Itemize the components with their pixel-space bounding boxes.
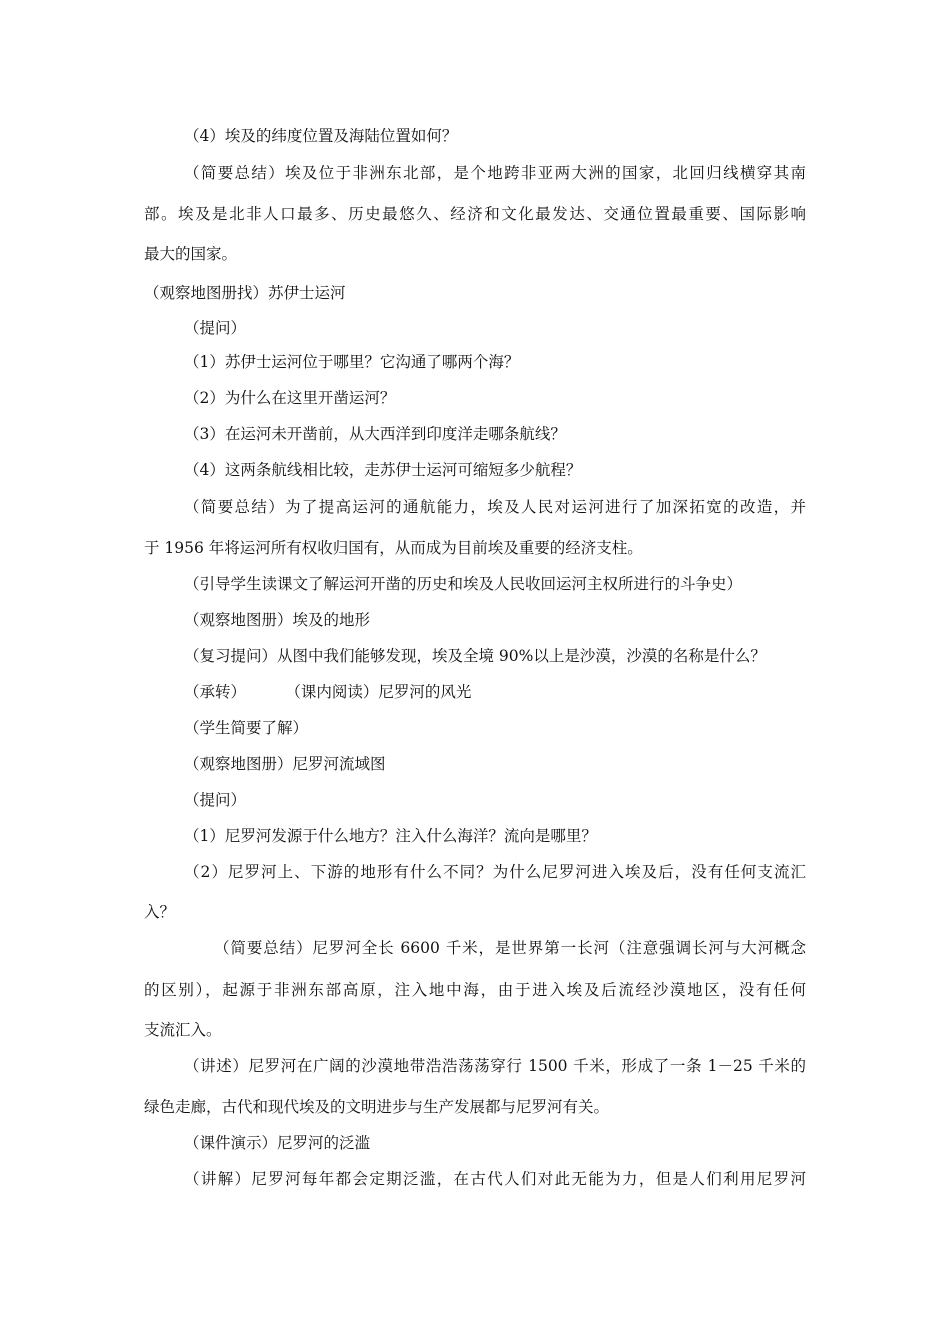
text-line: （4）埃及的纬度位置及海陆位置如何？ [184, 127, 458, 145]
text-line: （2）为什么在这里开凿运河？ [184, 389, 396, 407]
text-line: 支流汇入。 [144, 1021, 222, 1039]
text-line: 于 1956 年将运河所有权收归国有，从而成为目前埃及重要的经济支柱。 [144, 539, 643, 557]
text-line: （4）这两条航线相比较，走苏伊士运河可缩短多少航程？ [184, 461, 582, 479]
text-line: （引导学生读课文了解运河开凿的历史和埃及人民收回运河主权所进行的斗争史） [184, 575, 743, 593]
text-line: 入？ [144, 903, 176, 921]
text-line: （简要总结）埃及位于非洲东北部，是个地跨非亚两大洲的国家，北回归线横穿其南 [184, 164, 806, 182]
text-line: （讲述）尼罗河在广阔的沙漠地带浩浩荡荡穿行 1500 千米，形成了一条 1－25 千米的 [184, 1057, 806, 1075]
text-line: 最大的国家。 [144, 245, 238, 263]
text-line: （3）在运河未开凿前，从大西洋到印度洋走哪条航线？ [184, 425, 566, 443]
text-line: （观察地图册）尼罗河流域图 [184, 755, 386, 773]
text-line: （提问） [184, 791, 247, 809]
text-line: 的区别），起源于非洲东部高原，注入地中海，由于进入埃及后流经沙漠地区，没有任何 [144, 981, 806, 999]
text-line: （课件演示）尼罗河的泛滥 [184, 1134, 371, 1152]
text-line: （1）尼罗河发源于什么地方？注入什么海洋？流向是哪里？ [184, 827, 597, 845]
text-line: （提问） [184, 319, 247, 337]
text-line: （观察地图册）埃及的地形 [184, 611, 371, 629]
text-line: （学生简要了解） [184, 719, 309, 737]
text-line: （复习提问）从图中我们能够发现，埃及全境 90%以上是沙漠，沙漠的名称是什么？ [184, 647, 766, 665]
text-line: （简要总结）为了提高运河的通航能力，埃及人民对运河进行了加深拓宽的改造，并 [184, 498, 806, 516]
text-line: 部。埃及是北非人口最多、历史最悠久、经济和文化最发达、交通位置最重要、国际影响 [144, 205, 806, 223]
text-line: （承转） （课内阅读）尼罗河的风光 [184, 683, 472, 701]
text-line: （观察地图册找）苏伊士运河 [144, 284, 346, 302]
text-line: （2）尼罗河上、下游的地形有什么不同？为什么尼罗河进入埃及后，没有任何支流汇 [184, 863, 806, 881]
text-line: （1）苏伊士运河位于哪里？它沟通了哪两个海？ [184, 353, 520, 371]
text-line: （讲解）尼罗河每年都会定期泛滥，在古代人们对此无能为力，但是人们利用尼罗河 [184, 1170, 806, 1188]
text-line: 绿色走廊，古代和现代埃及的文明进步与生产发展都与尼罗河有关。 [144, 1098, 610, 1116]
text-line: （简要总结）尼罗河全长 6600 千米，是世界第一长河（注意强调长河与大河概念 [214, 939, 806, 957]
